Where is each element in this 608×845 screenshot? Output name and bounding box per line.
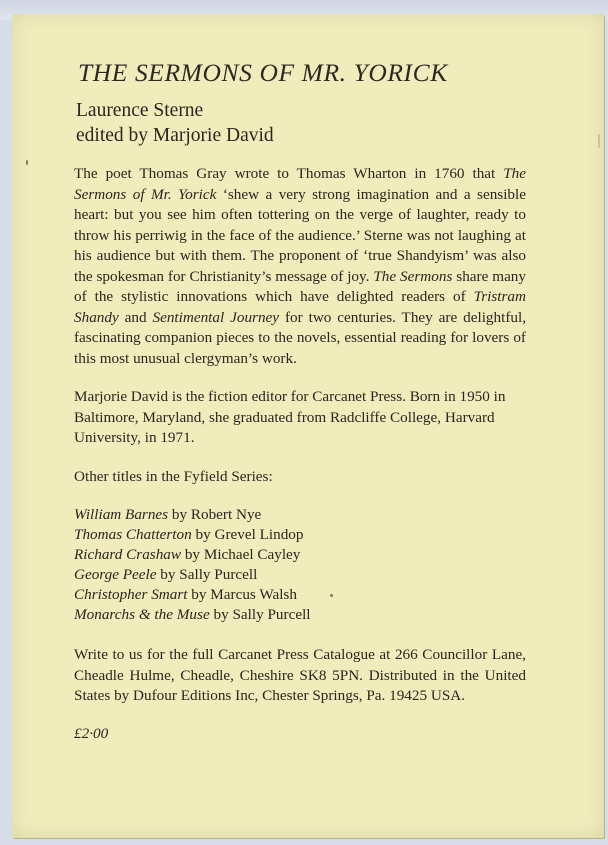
cover-text (74, 58, 526, 743)
list-item (74, 585, 526, 605)
series-author: by Grevel Lindop (191, 526, 304, 543)
blurb-paragraph (74, 164, 526, 369)
blurb-text-4: and (118, 308, 153, 326)
series-author: by Sally Purcell (156, 566, 258, 583)
price-label: £2·00 (74, 724, 109, 742)
editor-line: edited by Marjorie David (76, 125, 274, 146)
series-title: Christopher Smart (74, 586, 188, 603)
blurb-italic-title-2: The Sermons (373, 267, 453, 285)
series-title: George Peele (74, 566, 157, 583)
blurb-text-5: for two centuries. They are delightful, fascinating companion pieces to the novels, essential reading for lovers of this most unusual clergyman’s work. (74, 308, 526, 367)
blurb-text-2: ‘shew a very strong imagination and a sensible heart: but you see him often tottering on the verge of laughter, ready to throw his perriwig in the face of the audience.’ Sterne was not laughing at his audience but with them. The proponent of ‘true Shandyism’ was also the spokesman for Christianity’s message of joy. (74, 185, 526, 285)
blurb-italic-title-1: The Sermons of Mr. Yorick (74, 165, 526, 203)
series-author: by Sally Purcell (209, 606, 311, 623)
author-name: Laurence Sterne (76, 100, 204, 121)
series-author: by Robert Nye (168, 506, 262, 523)
blurb-text-1: The poet Thomas Gray wrote to Thomas Wharton in 1760 that (74, 165, 504, 182)
blurb-italic-title-3: Tristram Shandy (74, 288, 526, 326)
series-title: Thomas Chatterton (74, 526, 192, 543)
series-title: Monarchs & the Muse (74, 606, 210, 623)
series-title-list (74, 505, 526, 625)
list-item (74, 605, 526, 625)
list-item (74, 525, 526, 545)
series-heading: Other titles in the Fyfield Series: (74, 467, 273, 485)
series-author: by Michael Cayley (181, 546, 301, 563)
blurb-text-3: share many of the stylistic innovations which have delighted readers of (74, 267, 526, 305)
paper-edge-mark (598, 134, 600, 148)
list-item (74, 565, 526, 585)
list-item (74, 545, 526, 565)
blurb-italic-title-4: Sentimental Journey (152, 308, 280, 326)
publisher-address: Write to us for the full Carcanet Press Catalogue at 266 Councillor Lane, Cheadle Hulme, Cheadle, Cheshire SK8 5PN. Distributed in the United States by Dufour Editions Inc, Chester Springs, Pa. 19425 USA. (74, 646, 526, 704)
series-title: William Barnes (74, 506, 169, 523)
book-title: THE SERMONS OF MR. YORICK (78, 58, 448, 87)
paper-mark (26, 160, 28, 165)
editor-bio: Marjorie David is the fiction editor for Carcanet Press. Born in 1950 in Baltimore, Maryland, she graduated from Radcliffe College, Harvard University, in 1971. (74, 388, 506, 446)
list-item (74, 505, 526, 525)
series-author: by Marcus Walsh (187, 586, 297, 603)
series-title: Richard Crashaw (74, 546, 182, 563)
